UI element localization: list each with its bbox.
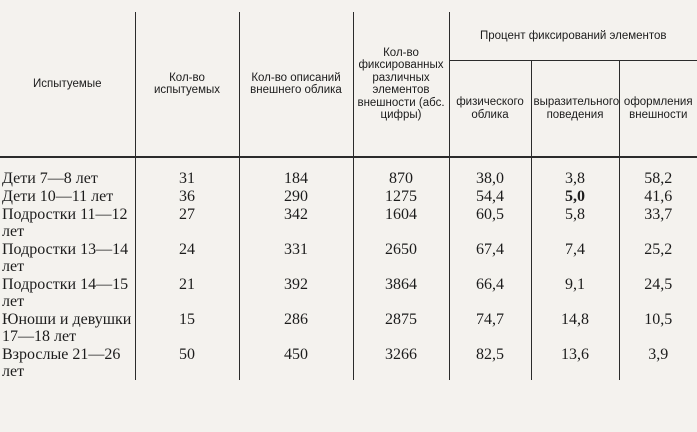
header-percent-group: Процент фиксирований элементов [449, 12, 697, 61]
cell-expr: 5,0 [531, 187, 619, 205]
header-count-fixed: Кол-во фиксированных различных элементов внешности (абс. цифры) [353, 12, 449, 157]
cell-n: 24 [135, 240, 239, 275]
header-count-subjects: Кол-во испытуемых [135, 12, 239, 157]
cell-phys: 54,4 [449, 187, 531, 205]
cell-expr: 3,8 [531, 157, 619, 187]
data-table [0, 12, 697, 380]
cell-fixed: 1275 [353, 187, 449, 205]
cell-desc: 286 [239, 310, 353, 345]
table-row [0, 310, 697, 345]
header-subjects: Испытуемые [0, 12, 135, 157]
cell-subject: Юноши и девушки 17—18 лет [2, 311, 132, 345]
cell-fixed: 1604 [353, 205, 449, 240]
table-row [0, 205, 697, 240]
cell-phys: 60,5 [449, 205, 531, 240]
cell-fixed: 3266 [353, 345, 449, 380]
cell-fixed: 870 [353, 157, 449, 187]
table-row [0, 187, 697, 205]
cell-subject: Подростки 11—12 лет [2, 206, 128, 240]
table-row [0, 240, 697, 275]
cell-expr: 9,1 [531, 275, 619, 310]
cell-subject: Взрослые 21—26 лет [2, 346, 121, 380]
cell-phys: 38,0 [449, 157, 531, 187]
cell-appear: 25,2 [619, 240, 697, 275]
cell-n: 31 [135, 157, 239, 187]
table-header [0, 12, 697, 157]
cell-phys: 67,4 [449, 240, 531, 275]
cell-appear: 3,9 [619, 345, 697, 380]
cell-n: 21 [135, 275, 239, 310]
cell-desc: 184 [239, 157, 353, 187]
cell-expr: 13,6 [531, 345, 619, 380]
cell-subject: Подростки 14—15 лет [2, 276, 129, 310]
cell-appear: 33,7 [619, 205, 697, 240]
header-expressive: выразительного поведения [531, 61, 619, 158]
cell-fixed: 3864 [353, 275, 449, 310]
cell-appear: 41,6 [619, 187, 697, 205]
cell-n: 50 [135, 345, 239, 380]
cell-appear: 10,5 [619, 310, 697, 345]
cell-fixed: 2875 [353, 310, 449, 345]
cell-subject: Дети 7—8 лет [2, 170, 98, 187]
table-row [0, 345, 697, 380]
cell-desc: 342 [239, 205, 353, 240]
header-physical: физического облика [449, 61, 531, 158]
cell-phys: 66,4 [449, 275, 531, 310]
cell-n: 15 [135, 310, 239, 345]
cell-desc: 331 [239, 240, 353, 275]
cell-n: 27 [135, 205, 239, 240]
cell-expr: 7,4 [531, 240, 619, 275]
table-row [0, 157, 697, 187]
table-body [0, 157, 697, 380]
cell-subject: Подростки 13—14 лет [2, 241, 129, 275]
cell-appear: 58,2 [619, 157, 697, 187]
header-count-descriptions: Кол-во описаний внешнего облика [239, 12, 353, 157]
cell-subject: Дети 10—11 лет [2, 188, 114, 205]
header-appearance: оформления внешности [619, 61, 697, 158]
cell-appear: 24,5 [619, 275, 697, 310]
cell-expr: 5,8 [531, 205, 619, 240]
cell-expr: 14,8 [531, 310, 619, 345]
cell-phys: 82,5 [449, 345, 531, 380]
cell-desc: 290 [239, 187, 353, 205]
cell-phys: 74,7 [449, 310, 531, 345]
cell-n: 36 [135, 187, 239, 205]
cell-desc: 392 [239, 275, 353, 310]
table-row [0, 275, 697, 310]
cell-desc: 450 [239, 345, 353, 380]
cell-fixed: 2650 [353, 240, 449, 275]
